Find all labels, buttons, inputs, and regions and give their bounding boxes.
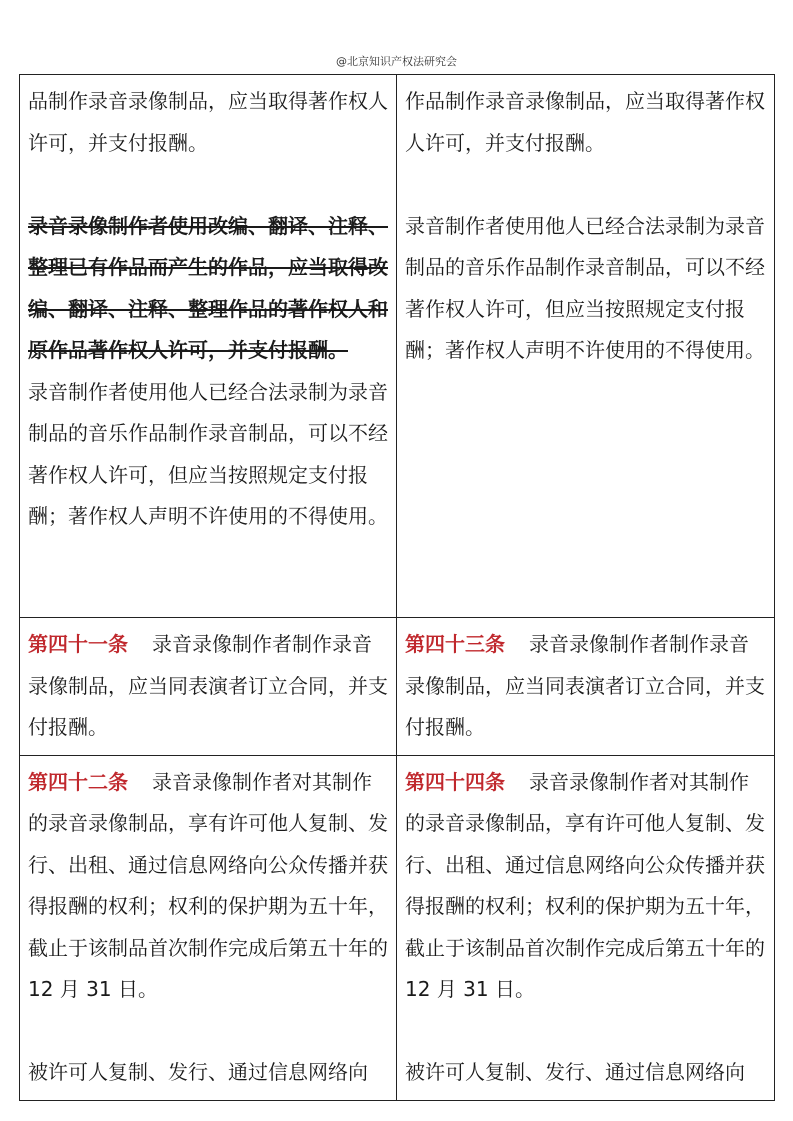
new-law-paragraph: 录音制作者使用他人已经合法录制为录音制品的音乐作品制作录音制品，可以不经著作权人许可，但应当按照规定支付报酬；著作权人声明不许使用的不得使用。 [405, 213, 765, 362]
table-row [20, 75, 775, 618]
table-row [20, 618, 775, 756]
article-text: 录音录像制作者对其制作的录音录像制品，享有许可他人复制、发行、出租、通过信息网络向公众传播并获得报酬的权利；权利的保护期为五十年，截止于该制品首次制作完成后第五十年的 12 月 31 日。 [28, 769, 388, 1001]
article-text: 录音录像制作者对其制作的录音录像制品，享有许可他人复制、发行、出租、通过信息网络向公众传播并获得报酬的权利；权利的保护期为五十年，截止于该制品首次制作完成后第五十年的 12 月 31 日。 [405, 769, 765, 1001]
old-law-paragraph: 录音制作者使用他人已经合法录制为录音制品的音乐作品制作录音制品，可以不经著作权人许可，但应当按照规定支付报酬；著作权人声明不许使用的不得使用。 [28, 379, 388, 528]
old-law-cell [20, 755, 397, 1100]
article-text: 录音录像制作者制作录音录像制品，应当同表演者订立合同，并支付报酬。 [405, 632, 765, 739]
new-law-cell [397, 618, 775, 756]
new-law-paragraph: 被许可人复制、发行、通过信息网络向 [405, 1060, 745, 1084]
table-row [20, 755, 775, 1100]
old-law-paragraph: 品制作录音录像制品，应当取得著作权人许可，并支付报酬。 [28, 89, 388, 155]
old-law-cell [20, 618, 397, 756]
law-comparison-table [19, 74, 775, 1101]
old-law-cell [20, 75, 397, 618]
old-law-paragraph: 被许可人复制、发行、通过信息网络向 [28, 1060, 368, 1084]
article-text: 录音录像制作者制作录音录像制品，应当同表演者订立合同，并支付报酬。 [28, 632, 388, 739]
new-law-paragraph: 作品制作录音录像制品，应当取得著作权人许可，并支付报酬。 [405, 89, 765, 155]
new-law-cell [397, 755, 775, 1100]
new-law-cell [397, 75, 775, 618]
article-number: 第四十二条 [28, 769, 128, 794]
article-number: 第四十四条 [405, 769, 505, 794]
deleted-paragraph: 录音录像制作者使用改编、翻译、注释、整理已有作品而产生的作品，应当取得改编、翻译、注释、整理作品的著作权人和原作品著作权人许可，并支付报酬。 [28, 213, 388, 362]
article-number: 第四十三条 [405, 632, 505, 656]
page-header-watermark: @北京知识产权法研究会 [336, 55, 457, 68]
article-number: 第四十一条 [28, 632, 128, 656]
